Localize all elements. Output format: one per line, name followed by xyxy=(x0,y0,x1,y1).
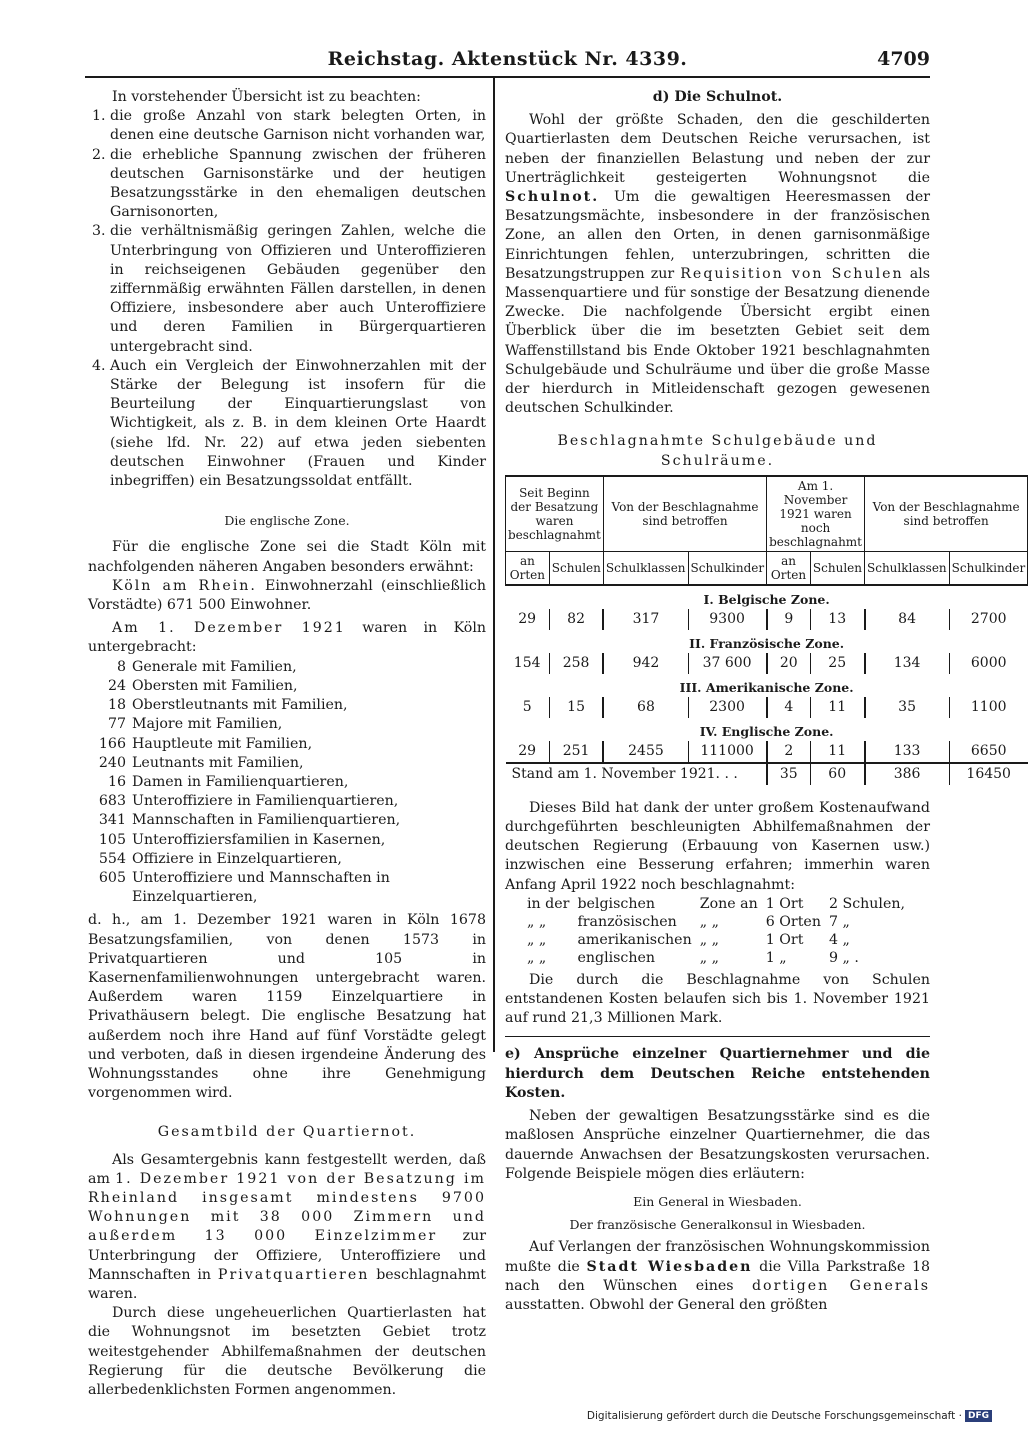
notes-list xyxy=(88,107,486,491)
table-cell: 35 xyxy=(865,697,950,718)
list-places: 1 Ort xyxy=(765,895,804,912)
table-column-header: Schulen xyxy=(810,551,864,585)
gesamtbild-paragraph-2: Durch diese ungeheuerlichen Quartierlasten hat die Wohnungsnot im besetzten Gebiet trotz weitestgehender Abhilfemaßnahmen der deutschen Regierung für die deutsche Bevölkerung die allerbedenklichsten Formen angenommen. xyxy=(88,1305,486,1398)
d-text-e: als Massenquartiere und für sonstige der Besatzung dienende Zwecke. Die nachfolgende Übersicht ergibt einen Überblick über die im besetzten Gebiet seit dem Waffenstillstand bis Ende Oktober 1921 beschlagnahmten Schulgebäude und Schulräume und über die große Masse der hierdurch in Mitleidenschaft gezogen gewesenen deutschen Schulkinder. xyxy=(505,265,931,417)
table-cell: 9 xyxy=(767,609,811,630)
list-number: 105 xyxy=(98,831,126,848)
list-prefix: „ „ xyxy=(527,949,547,966)
gesamtbild-text-b: 1. Dezember 1921 von der Besatzung im Rheinland insgesamt mindestens 9700 Wohnungen mit 38 000 Zimmern und außerdem 13 000 Einzelzimmer xyxy=(88,1170,486,1245)
table-cell: 942 xyxy=(603,653,688,674)
table-column-header: Schulklassen xyxy=(865,551,950,585)
e-text-b: Stadt Wiesbaden xyxy=(586,1258,753,1275)
table-column-header: an Orten xyxy=(506,551,550,585)
table-cell: 60 xyxy=(810,763,864,785)
d-text-a: Wohl der größte Schaden, den die geschilderten Quartierlasten dem Deutschen Reiche verursachen, ist neben der finanziellen Belastung und neben der zur Unerträglichkeit gesteigerten Wohnungsnot die xyxy=(505,112,930,186)
koeln-summary: d. h., am 1. Dezember 1921 waren in Köln 1678 Besatzungsfamilien, von denen 1573 in Privatquartieren und 105 in Kasernenfamilienwohnungen untergebracht waren. Außerdem waren 1159 Einzelquartiere in Privathäusern belegt. Die englische Besatzung hat außerdem noch ihre Hand auf fünf Vorstädte gelegt und verboten, daß in diesen irgendeine Änderung des Wohnungsstandes ohne ihre Genehmigung vorgenommen wird. xyxy=(88,912,486,1102)
list-number: 77 xyxy=(107,716,126,733)
table-cell: 20 xyxy=(767,653,811,674)
column-divider xyxy=(493,78,495,1052)
footer-text: Digitalisierung gefördert durch die Deutsche Forschungsgemeinschaft · xyxy=(586,1410,962,1422)
list-number: 683 xyxy=(98,793,126,810)
list-number: 16 xyxy=(107,773,126,790)
list-item xyxy=(88,850,462,869)
list-number: 24 xyxy=(107,677,126,694)
section-d-paragraph-3: Die durch die Beschlagnahme von Schulen entstandenen Kosten belaufen sich bis 1. November 1921 auf rund 21,3 Millionen Mark. xyxy=(505,971,930,1027)
list-item xyxy=(523,949,909,967)
table-cell: 25 xyxy=(810,653,864,674)
date-label: Am 1. Dezember 1921 xyxy=(112,620,346,637)
list-label: „ „ xyxy=(699,931,719,948)
list-item xyxy=(88,735,462,754)
notes-intro: In vorstehender Übersicht ist zu beachten: xyxy=(112,89,421,105)
table-title: Beschlagnahmte Schulgebäude und Schulräume. xyxy=(557,433,878,469)
table-cell: 251 xyxy=(549,741,603,763)
note-text: Auch ein Vergleich der Einwohnerzahlen mit der Stärke der Belegung ist insofern für die Beurteilung der Einquartierungslast von Wichtigkeit, als z. B. in dem kleinen Orte Haardt (siehe lfd. Nr. 22) auf etwa jeden siebenten deutschen Einwohner (Frauen und Kinder inbegriffen) ein Besatzungssoldat entfällt. xyxy=(110,357,486,490)
right-column xyxy=(505,88,1026,1315)
list-number: 554 xyxy=(98,850,126,867)
gesamtbild-text-a: Als Gesamtergebnis kann festgestellt werden, daß am xyxy=(88,1151,486,1187)
table-cell: 5 xyxy=(522,698,532,715)
list-item xyxy=(523,895,909,913)
list-places: 1 Ort xyxy=(765,931,804,948)
list-schools: 7 „ xyxy=(828,913,850,930)
table-cell: 16450 xyxy=(949,763,1028,785)
table-cell: 258 xyxy=(549,653,603,674)
list-text: Unteroffiziere in Familienquartieren, xyxy=(132,793,399,810)
list-number: 8 xyxy=(116,658,126,675)
table-cell: 11 xyxy=(810,697,864,718)
table-cell: 133 xyxy=(865,741,950,763)
e-text-a: Auf Verlangen der französischen Wohnungskommission mußte die xyxy=(505,1239,930,1275)
list-item xyxy=(88,658,462,677)
note-text: die erhebliche Spannung zwischen der früheren deutschen Garnisonstärke und der heutigen Besatzungsstärke in den ehemaligen deutschen Garnisonorten, xyxy=(110,146,486,221)
school-table xyxy=(505,475,1028,785)
note-item xyxy=(88,222,486,356)
date-paragraph xyxy=(88,619,486,657)
list-text: Generale mit Familien, xyxy=(132,658,297,675)
note-text: die große Anzahl von stark belegten Orten, in denen eine deutsche Garnison nicht vorhanden war, xyxy=(110,108,486,144)
section-e-heading: e) Ansprüche einzelner Quartiernehmer und die hierdurch dem Deutschen Reiche entstehenden Kosten. xyxy=(505,1046,930,1101)
table-cell: 9300 xyxy=(688,609,767,630)
table-column-header: Schulen xyxy=(549,551,603,585)
list-item xyxy=(523,913,909,931)
list-text: Obersten mit Familien, xyxy=(132,677,298,694)
total-row xyxy=(506,763,1028,785)
list-text: Leutnants mit Familien, xyxy=(132,754,304,771)
note-text: die verhältnismäßig geringen Zahlen, welche die Unterbringung von Offizieren und Unteroffizieren in reichseigenen Gebäuden gegenüber den ziffernmäßig erwähnten Fällen darstellen, in denen Offiziere, insbesondere aber auch Unteroffiziere und deren Familien in Bürgerquartieren untergebracht sind. xyxy=(110,223,486,355)
list-prefix: „ „ xyxy=(527,913,547,930)
zone-heading: III. Amerikanische Zone. xyxy=(679,679,854,695)
table-cell: 386 xyxy=(865,763,950,785)
table-cell: 154 xyxy=(513,654,541,671)
note-number: 1. xyxy=(92,108,106,125)
dfg-logo: DFG xyxy=(965,1410,992,1422)
list-text: Unteroffiziere und Mannschaften in Einzelquartieren, xyxy=(132,869,390,906)
table-column-header: Schulkinder xyxy=(949,551,1028,585)
table-cell: 2 xyxy=(767,741,811,763)
table-cell: 134 xyxy=(865,653,950,674)
table-cell: 35 xyxy=(767,763,811,785)
list-item xyxy=(88,831,462,850)
gesamtbild-text-e: beschlagnahmt waren. xyxy=(88,1266,486,1302)
billet-list xyxy=(88,658,462,908)
table-cell: 317 xyxy=(603,609,688,630)
left-column xyxy=(88,88,486,1400)
list-label: „ „ xyxy=(699,949,719,966)
note-number: 2. xyxy=(92,146,106,163)
section-e-paragraph-1: Neben der gewaltigen Besatzungsstärke sind es die maßlosen Ansprüche einzelner Quartiernehmer, die das dauernde Anwachsen der Besatzungskosten verursachen. Folgende Beispiele mögen dies erläutern: xyxy=(505,1108,930,1182)
table-cell: 15 xyxy=(549,697,603,718)
list-zone: amerikanischen xyxy=(577,931,692,948)
list-item xyxy=(88,869,462,907)
note-item xyxy=(88,357,486,491)
gesamtbild-paragraph-1 xyxy=(88,1151,486,1305)
list-text: Offiziere in Einzelquartieren, xyxy=(132,850,342,867)
note-number: 3. xyxy=(92,223,106,240)
section-d-paragraph-2: Dieses Bild hat dank der unter großem Kostenaufwand durchgeführten beschleunigten Abhilfemaßnahmen der deutschen Regierung (Erbauung von Kasernen usw.) inzwischen eine Besserung erfahren; immerhin waren Anfang April 1922 noch beschlagnahmt: xyxy=(505,799,930,893)
table-cell: 82 xyxy=(549,609,603,630)
list-prefix: in der xyxy=(527,895,570,912)
table-cell: 6650 xyxy=(949,741,1028,763)
schools-list xyxy=(523,895,909,967)
list-number: 240 xyxy=(98,754,126,771)
table-cell: 6000 xyxy=(949,653,1028,674)
table-cell: 13 xyxy=(810,609,864,630)
english-zone-paragraph: Für die englische Zone sei die Stadt Köln mit nachfolgenden näheren Angaben besonders erwähnt: xyxy=(88,539,486,575)
date-text: waren in Köln untergebracht: xyxy=(88,620,486,656)
list-places: 6 Orten xyxy=(765,913,821,930)
list-label: Zone an xyxy=(699,895,758,912)
list-number: 166 xyxy=(98,735,126,752)
table-row xyxy=(506,741,1028,763)
list-item xyxy=(88,696,462,715)
list-schools: 2 Schulen, xyxy=(828,895,906,912)
page-number: 4709 xyxy=(877,48,930,70)
table-column-header: Schulklassen xyxy=(603,551,688,585)
list-zone: englischen xyxy=(577,949,656,966)
table-row xyxy=(506,697,1028,718)
list-item xyxy=(88,754,462,773)
list-places: 1 „ xyxy=(765,949,787,966)
list-label: „ „ xyxy=(699,913,719,930)
list-text: Mannschaften in Familienquartieren, xyxy=(132,812,401,829)
list-prefix: „ „ xyxy=(527,931,547,948)
list-text: Hauptleute mit Familien, xyxy=(132,735,313,752)
table-column-header: Schulkinder xyxy=(688,551,767,585)
list-text: Damen in Familienquartieren, xyxy=(132,773,349,790)
section-d-paragraph-1 xyxy=(505,111,930,418)
table-group-header: Am 1. November 1921 waren noch beschlagnahmt xyxy=(767,476,865,552)
table-cell: 29 xyxy=(518,610,537,627)
list-item xyxy=(88,715,462,734)
table-cell: 37 600 xyxy=(688,653,767,674)
zone-heading: II. Französische Zone. xyxy=(689,635,845,651)
digitization-footer xyxy=(587,1410,992,1422)
table-cell: 11 xyxy=(810,741,864,763)
list-number: 341 xyxy=(98,812,126,829)
gesamtbild-text-c: zur Unterbringung der Offiziere, Unteroffiziere und Mannschaften in xyxy=(88,1228,486,1283)
total-label: Stand am 1. November 1921. . . xyxy=(506,763,767,785)
table-cell: 84 xyxy=(865,609,950,630)
table-group-header: Von der Beschlagnahme sind betroffen xyxy=(865,476,1028,552)
list-item xyxy=(88,811,462,830)
section-e-paragraph-2 xyxy=(505,1238,930,1315)
list-number: 605 xyxy=(98,869,126,886)
table-cell: 2700 xyxy=(949,609,1028,630)
list-text: Majore mit Familien, xyxy=(132,716,283,733)
e-text-d: dortigen Generals xyxy=(751,1277,930,1294)
list-schools: 9 „ . xyxy=(828,949,859,966)
table-group-header: Von der Beschlagnahme sind betroffen xyxy=(603,476,766,552)
koeln-text: Einwohnerzahl (einschließlich Vorstädte) 671 500 Einwohner. xyxy=(88,577,486,614)
list-text: Oberstleutnants mit Familien, xyxy=(132,697,348,714)
e-text-e: ausstatten. Obwohl der General den größten xyxy=(505,1296,828,1313)
list-item xyxy=(523,931,909,949)
note-item xyxy=(88,107,486,145)
example-heading-2: Der französische Generalkonsul in Wiesbaden. xyxy=(569,1217,866,1233)
list-item xyxy=(88,792,462,811)
note-number: 4. xyxy=(92,357,106,374)
table-cell: 2455 xyxy=(603,741,688,763)
d-text-b: Schulnot. xyxy=(505,189,600,206)
table-group-header: Seit Beginn der Besatzung waren beschlagnahmt xyxy=(506,476,604,552)
table-cell: 1100 xyxy=(949,697,1028,718)
note-item xyxy=(88,146,486,223)
list-schools: 4 „ xyxy=(828,931,850,948)
example-heading-1: Ein General in Wiesbaden. xyxy=(633,1193,802,1209)
zone-heading: IV. Englische Zone. xyxy=(699,723,834,739)
running-header xyxy=(85,44,930,78)
d-text-c: Um die gewaltigen Heeresmassen der Besatzungsmächte, insbesondere in der französischen Zone, an allen den Orten, in denen garnisonmäßige Einrichtungen fehlen, unterzubringen, schritten die Besatzungstruppen zur xyxy=(505,189,931,282)
list-number: 18 xyxy=(107,697,126,714)
list-zone: französischen xyxy=(577,913,677,930)
zone-heading: I. Belgische Zone. xyxy=(703,591,830,607)
list-item xyxy=(88,773,462,792)
list-zone: belgischen xyxy=(577,895,655,912)
d-text-d: Requisition von Schulen xyxy=(680,265,904,282)
koeln-paragraph xyxy=(88,577,486,615)
koeln-label: Köln am Rhein. xyxy=(112,577,257,594)
gesamtbild-heading: Gesamtbild der Quartiernot. xyxy=(157,1124,417,1141)
list-item xyxy=(88,677,462,696)
table-cell: 68 xyxy=(603,697,688,718)
english-zone-heading: Die englische Zone. xyxy=(224,513,350,529)
table-row xyxy=(506,609,1028,630)
table-column-header: an Orten xyxy=(767,551,811,585)
section-divider xyxy=(505,1036,930,1037)
gesamtbild-text-d: Privatquartieren xyxy=(217,1266,370,1283)
table-cell: 4 xyxy=(767,697,811,718)
e-text-c: die Villa Parkstraße 18 nach den Wünschen eines xyxy=(505,1258,930,1294)
table-cell: 111000 xyxy=(688,741,767,763)
table-cell: 29 xyxy=(518,742,537,759)
table-cell: 2300 xyxy=(688,697,767,718)
header-title: Reichstag. Aktenstück Nr. 4339. xyxy=(327,48,688,70)
section-d-heading: d) Die Schulnot. xyxy=(652,89,783,105)
list-text: Unteroffiziersfamilien in Kasernen, xyxy=(132,831,386,848)
table-row xyxy=(506,653,1028,674)
